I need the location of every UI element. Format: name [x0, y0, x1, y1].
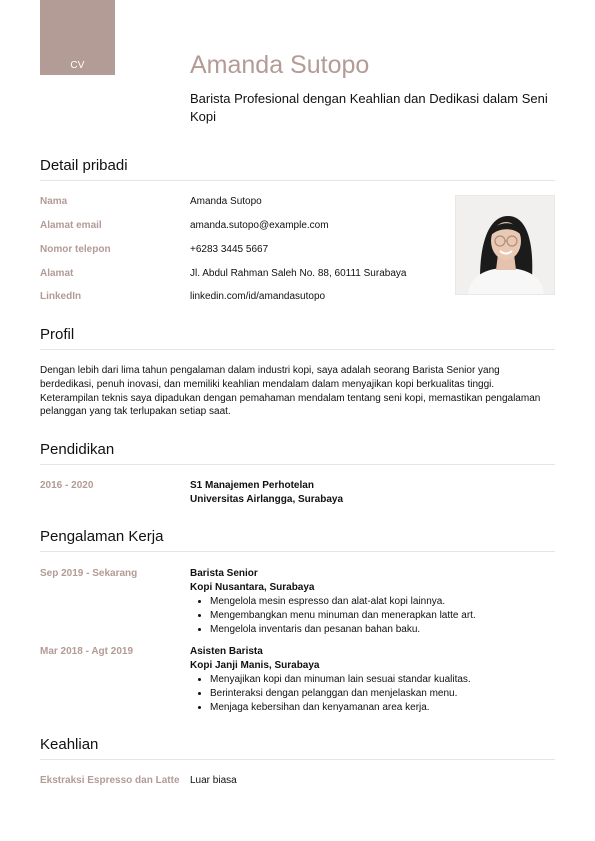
section-title-experience: Pengalaman Kerja	[40, 528, 164, 545]
section-title-education: Pendidikan	[40, 441, 115, 458]
cv-badge	[40, 0, 115, 75]
email-value[interactable]: amanda.sutopo@example.com	[190, 220, 329, 231]
personal-row-address	[40, 267, 440, 281]
section-title-profile: Profil	[40, 326, 75, 343]
field-label: Nomor telepon	[40, 244, 111, 255]
list-item: • Mengembangkan menu minuman dan menerapkan latte art.	[210, 609, 555, 623]
address-value: Jl. Abdul Rahman Saleh No. 88, 60111 Surabaya	[190, 268, 407, 279]
list-item: • Menyajikan kopi dan minuman lain sesuai standar kualitas.	[210, 673, 555, 687]
skill-name: Ekstraksi Espresso dan Latte	[40, 775, 180, 786]
field-label: Alamat email	[40, 220, 102, 231]
experience-bullets	[190, 673, 555, 715]
linkedin-link[interactable]: linkedin.com/id/amandasutopo	[190, 291, 326, 302]
section-divider	[40, 349, 555, 350]
list-item: • Mengelola inventaris dan pesanan bahan baku.	[210, 623, 555, 637]
experience-role: Asisten Barista	[190, 646, 263, 657]
skill-row	[40, 774, 555, 788]
skill-level: Luar biasa	[190, 775, 237, 786]
experience-bullets	[190, 595, 555, 637]
personal-row-name	[40, 195, 440, 209]
experience-company: Kopi Janji Manis, Surabaya	[190, 660, 320, 671]
field-label: LinkedIn	[40, 291, 82, 302]
list-item: • Menjaga kebersihan dan kenyamanan area kerja.	[210, 701, 555, 715]
experience-company: Kopi Nusantara, Surabaya	[190, 582, 315, 593]
personal-row-linkedin	[40, 290, 440, 304]
section-divider	[40, 180, 555, 181]
personal-row-phone	[40, 243, 440, 257]
education-school: Universitas Airlangga, Surabaya	[190, 494, 344, 505]
candidate-name: Amanda Sutopo	[190, 51, 370, 79]
experience-role: Barista Senior	[190, 568, 258, 579]
education-date: 2016 - 2020	[40, 480, 94, 491]
field-value: Amanda Sutopo	[190, 196, 262, 207]
section-divider	[40, 464, 555, 465]
personal-row-email	[40, 219, 440, 233]
section-divider	[40, 551, 555, 552]
field-label: Nama	[40, 196, 68, 207]
experience-date: Sep 2019 - Sekarang	[40, 568, 138, 579]
section-divider	[40, 759, 555, 760]
cv-badge-label: CV	[70, 60, 85, 71]
list-item: • Mengelola mesin espresso dan alat-alat kopi lainnya.	[210, 595, 555, 609]
section-title-skills: Keahlian	[40, 736, 99, 753]
experience-date: Mar 2018 - Agt 2019	[40, 646, 134, 657]
list-item: • Berinteraksi dengan pelanggan dan menjelaskan menu.	[210, 687, 555, 701]
candidate-headline: Barista Profesional dengan Keahlian dan Dedikasi dalam Seni Kopi	[190, 91, 548, 124]
profile-summary: Dengan lebih dari lima tahun pengalaman dalam industri kopi, saya adalah seorang Barista Senior yang berdedikasi, penuh inovasi, dan memiliki keahlian mendalam dalam menyajikan kopi berkualitas tinggi. Keterampilan teknis saya dipadukan dengan pemahaman mendalam tentang seni kopi, memastikan pengalaman pelanggan yang tak terlupakan setiap saat.	[40, 365, 541, 418]
profile-photo-illustration	[456, 196, 554, 294]
education-degree: S1 Manajemen Perhotelan	[190, 480, 314, 491]
phone-value: +6283 3445 5667	[190, 244, 269, 255]
profile-photo	[455, 195, 555, 295]
field-label: Alamat	[40, 268, 74, 279]
section-title-personal: Detail pribadi	[40, 157, 128, 174]
